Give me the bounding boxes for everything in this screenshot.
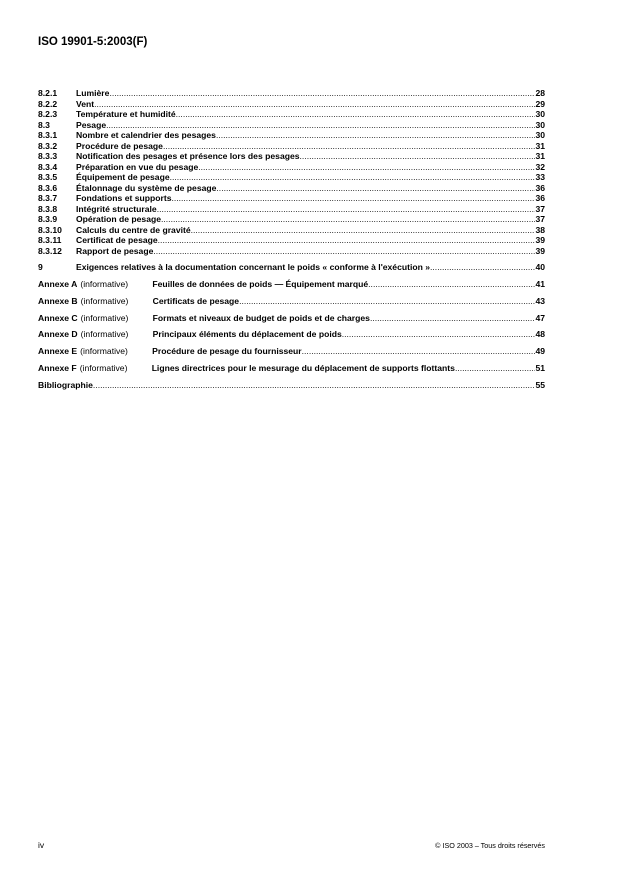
- leader-dots: [163, 141, 536, 152]
- leader-dots: [370, 310, 536, 327]
- leader-dots: [94, 99, 535, 110]
- toc-entry-page: 47: [535, 312, 545, 323]
- toc-entry-title: Étalonnage du système de pesage: [76, 182, 217, 193]
- toc-entry-number: 8.3.4: [38, 161, 58, 172]
- toc-entry-number: 9: [38, 262, 43, 272]
- annex-kind: (informative): [80, 346, 128, 357]
- toc-entry-title: Température et humidité: [76, 109, 176, 119]
- annex-label: Annexe B: [38, 295, 78, 306]
- toc-entry[interactable]: [38, 141, 545, 152]
- toc-entry-page: 30: [535, 119, 545, 130]
- toc-entry[interactable]: [38, 246, 545, 257]
- leader-dots: [191, 225, 536, 236]
- leader-dots: [157, 204, 536, 215]
- toc-entry-page: 29: [535, 98, 545, 109]
- toc-entry-page: 39: [535, 245, 545, 256]
- leader-dots: [342, 326, 536, 343]
- toc-entry-number: 8.3: [38, 119, 50, 130]
- toc-entry-bibliography[interactable]: [38, 377, 545, 394]
- leader-dots: [216, 183, 535, 194]
- toc-entry-chapter-9[interactable]: [38, 261, 545, 273]
- toc-sections: [38, 88, 545, 256]
- toc-entry-number: 8.3.9: [38, 214, 58, 224]
- annex-label: Annexe D: [38, 329, 78, 340]
- toc-entry-title: Nombre et calendrier des pesages: [76, 130, 216, 140]
- toc-entry-page: 39: [535, 235, 545, 245]
- toc-entry-page: 30: [535, 130, 545, 140]
- toc-entry-title: Opération de pesage: [76, 214, 162, 224]
- annex-kind: (informative): [80, 329, 129, 340]
- toc-entry-page: 51: [535, 362, 545, 373]
- toc-entry[interactable]: [38, 88, 545, 99]
- toc-entry-number: 8.3.7: [38, 193, 58, 203]
- document-header: ISO 19901-5:2003(F): [38, 36, 148, 48]
- toc-entry-number: 8.3.1: [38, 130, 58, 140]
- toc-entry-title: Pesage: [76, 119, 107, 130]
- toc-entry-page: 49: [535, 346, 545, 357]
- toc-entry-page: 36: [535, 182, 545, 193]
- toc-entry[interactable]: [38, 99, 545, 110]
- toc-annexes: [38, 276, 545, 377]
- toc-entry-number: 8.3.11: [38, 235, 62, 245]
- toc-entry-number: 8.3.2: [38, 140, 58, 151]
- leader-dots: [171, 193, 535, 204]
- toc-entry[interactable]: [38, 214, 545, 225]
- toc-entry-title: Procédure de pesage: [76, 140, 163, 151]
- toc-entry-number: 8.3.6: [38, 182, 58, 193]
- toc-entry-annex[interactable]: [38, 326, 545, 343]
- toc-entry-title: Certificat de pesage: [76, 235, 158, 245]
- annex-label: Annexe A: [38, 279, 78, 289]
- toc-entry-page: 43: [535, 295, 545, 306]
- toc-entry-title: Procédure de pesage du fournisseur: [152, 346, 302, 357]
- toc-entry-page: 55: [535, 379, 545, 390]
- annex-label: Annexe E: [38, 346, 78, 357]
- toc-entry-title: Feuilles de données de poids — Équipement marqué: [152, 279, 369, 289]
- toc-entry[interactable]: [38, 151, 545, 162]
- toc-entry-page: 37: [535, 203, 545, 214]
- leader-dots: [302, 343, 536, 360]
- toc-entry[interactable]: [38, 235, 545, 246]
- toc-entry-page: 48: [535, 329, 545, 340]
- toc-entry-title: Certificats de pesage: [152, 295, 240, 306]
- toc-entry-annex[interactable]: [38, 293, 545, 310]
- toc-entry-title: Intégrité structurale: [76, 203, 157, 214]
- toc-entry-title: Lumière: [76, 88, 110, 98]
- toc-entry-title: Calculs du centre de gravité: [76, 224, 191, 235]
- toc-entry[interactable]: [38, 193, 545, 204]
- toc-entry-number: 8.2.3: [38, 109, 58, 119]
- annex-label: Annexe C: [38, 312, 78, 323]
- annex-kind: (informative): [80, 279, 129, 289]
- leader-dots: [170, 172, 536, 183]
- toc-entry[interactable]: [38, 225, 545, 236]
- toc-entry-number: 8.3.10: [38, 224, 62, 235]
- leader-dots: [93, 377, 536, 394]
- leader-dots: [198, 162, 535, 173]
- toc-entry-number: 8.2.1: [38, 88, 58, 98]
- leader-dots: [158, 235, 536, 246]
- annex-kind: (informative): [79, 362, 128, 373]
- toc-entry[interactable]: [38, 172, 545, 183]
- toc-entry-title: Équipement de pesage: [76, 172, 170, 182]
- toc-entry[interactable]: [38, 130, 545, 141]
- annex-label: Annexe F: [38, 362, 77, 373]
- toc-entry-number: 8.2.2: [38, 98, 58, 109]
- toc-entry-page: 36: [535, 193, 545, 203]
- toc-entry-page: 30: [535, 109, 545, 119]
- toc-entry[interactable]: [38, 183, 545, 194]
- toc-entry-title: Exigences relatives à la documentation concernant le poids « conforme à l'exécution »: [76, 262, 431, 272]
- toc-entry-page: 28: [535, 88, 545, 98]
- leader-dots: [216, 130, 535, 141]
- toc-entry[interactable]: [38, 109, 545, 120]
- toc-entry-number: 8.3.12: [38, 245, 62, 256]
- copyright-notice: © ISO 2003 – Tous droits réservés: [435, 841, 545, 850]
- leader-dots: [109, 88, 535, 99]
- toc-entry-number: 8.3.3: [38, 151, 58, 161]
- toc-entry-title: Fondations et supports: [76, 193, 172, 203]
- toc-entry-page: 38: [535, 224, 545, 235]
- toc-entry-title: Rapport de pesage: [76, 245, 154, 256]
- leader-dots: [153, 246, 535, 257]
- toc-entry[interactable]: [38, 204, 545, 215]
- annex-kind: (informative): [80, 295, 129, 306]
- leader-dots: [300, 151, 536, 162]
- annex-kind: (informative): [80, 312, 129, 323]
- toc-entry-title: Principaux éléments du déplacement de poids: [152, 329, 342, 340]
- toc-entry-page: 31: [535, 140, 545, 151]
- leader-dots: [430, 261, 535, 273]
- toc-entry-annex[interactable]: [38, 276, 545, 293]
- page-number: iv: [38, 840, 45, 850]
- leader-dots: [239, 293, 535, 310]
- leader-dots: [161, 214, 535, 225]
- toc-entry-title: Bibliographie: [38, 379, 93, 390]
- toc-entry-page: 37: [535, 214, 545, 224]
- toc-entry-page: 31: [535, 151, 545, 161]
- toc-entry-number: 8.3.8: [38, 203, 58, 214]
- toc-entry-page: 40: [535, 262, 545, 272]
- leader-dots: [176, 109, 536, 120]
- toc-entry-annex[interactable]: [38, 343, 545, 360]
- leader-dots: [455, 360, 536, 377]
- toc-entry-title: Lignes directrices pour le mesurage du déplacement de supports flottants: [151, 362, 455, 373]
- toc-entry-title: Vent: [76, 98, 95, 109]
- leader-dots: [106, 120, 535, 131]
- toc-entry-page: 33: [535, 172, 545, 182]
- toc-entry-title: Préparation en vue du pesage: [76, 161, 199, 172]
- toc-entry-annex[interactable]: [38, 310, 545, 327]
- toc-entry-number: 8.3.5: [38, 172, 58, 182]
- leader-dots: [368, 276, 535, 293]
- toc-entry-annex[interactable]: [38, 360, 545, 377]
- toc-entry-page: 32: [535, 161, 545, 172]
- table-of-contents: [38, 88, 545, 394]
- toc-entry[interactable]: [38, 120, 545, 131]
- toc-entry-page: 41: [535, 279, 545, 289]
- toc-entry[interactable]: [38, 162, 545, 173]
- toc-entry-title: Notification des pesages et présence lors des pesages: [76, 151, 300, 161]
- toc-entry-title: Formats et niveaux de budget de poids et de charges: [152, 312, 370, 323]
